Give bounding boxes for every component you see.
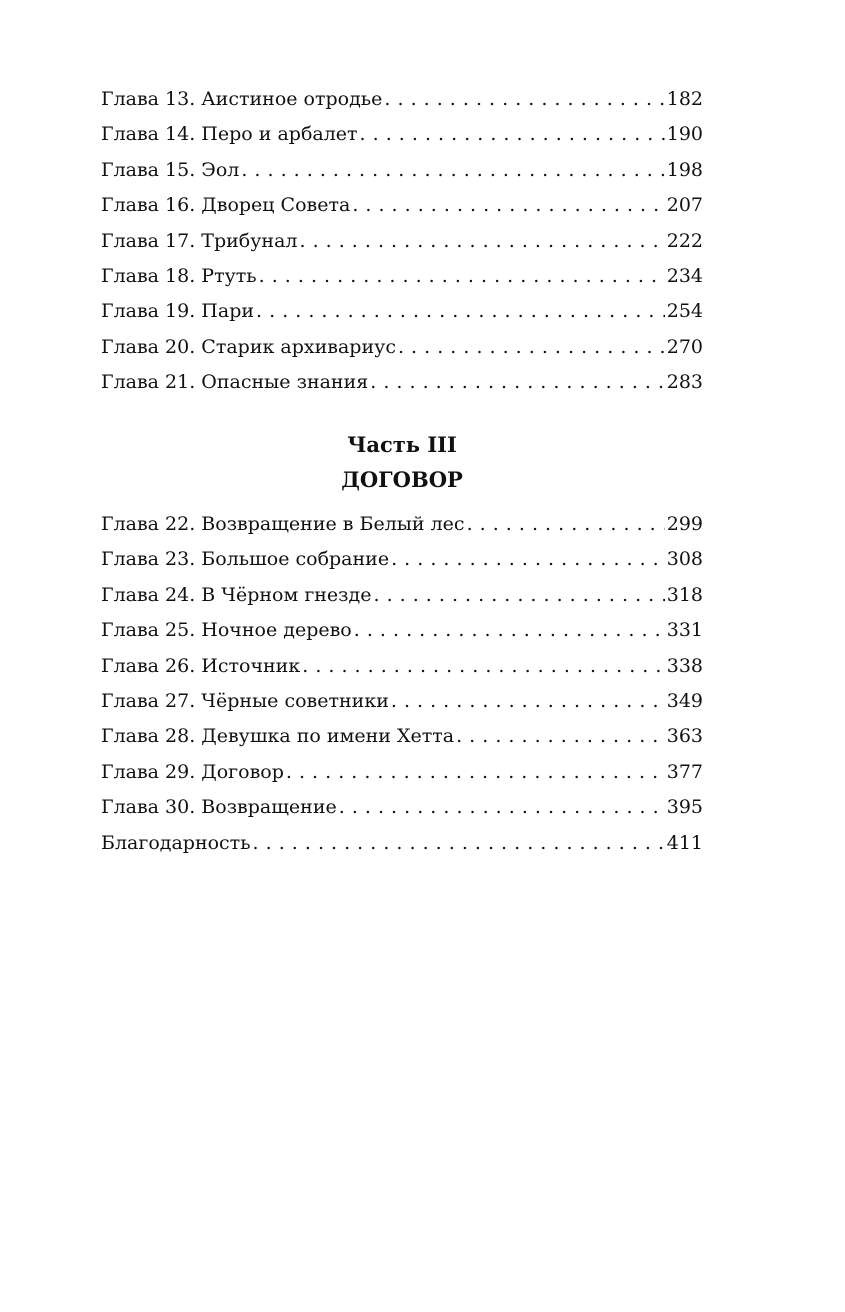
toc-entry-page: 182: [666, 88, 703, 110]
toc-entry: [101, 649, 703, 684]
toc-entry-page: 338: [666, 654, 703, 677]
dot-leader: [398, 330, 665, 365]
toc-entry-title: Глава 20. Старик архивариус: [101, 335, 396, 358]
toc-entry-title: Глава 16. Дворец Совета: [101, 194, 351, 217]
toc-entry-page: 234: [666, 264, 703, 287]
toc-entry-page: 331: [666, 619, 703, 642]
toc-entry: [101, 259, 703, 294]
dot-leader: [302, 649, 665, 684]
toc-entry: [101, 224, 703, 259]
toc-list-part-2: [101, 82, 703, 401]
toc-entry-page: 198: [666, 158, 703, 181]
toc-entry: [101, 826, 703, 861]
toc-entry-title: Глава 23. Большое собрание: [101, 548, 390, 571]
toc-entry-page: 283: [666, 371, 703, 394]
toc-entry-title: Глава 21. Опасные знания: [101, 371, 369, 394]
toc-entry: [101, 82, 703, 117]
dot-leader: [256, 294, 665, 329]
part-title-heading: ДОГОВОР: [341, 467, 463, 492]
toc-entry-title: Глава 15. Эол: [101, 158, 240, 181]
toc-entry-title: Глава 24. В Чёрном гнезде: [101, 583, 372, 606]
dot-leader: [370, 365, 664, 400]
toc-entry-title: Глава 29. Договор: [101, 760, 284, 783]
dot-leader: [241, 153, 664, 188]
toc-entry: [101, 542, 703, 577]
dot-leader: [373, 578, 664, 613]
dot-leader: [253, 826, 665, 861]
toc-entry-page: 207: [666, 194, 703, 217]
dot-leader: [360, 117, 665, 152]
toc-entry-page: 222: [666, 229, 703, 252]
toc-entry: [101, 365, 703, 400]
toc-entry-title: Глава 28. Девушка по имени Хетта: [101, 725, 455, 748]
toc-entry-page: 377: [666, 760, 703, 783]
toc-entry-page: 411: [666, 831, 703, 854]
toc-entry-title: Глава 26. Источник: [101, 654, 301, 677]
toc-entry-title: Глава 14. Перо и арбалет: [101, 123, 358, 146]
toc-entry-title: Глава 13. Аистиное отродье: [101, 88, 383, 110]
toc-entry: [101, 153, 703, 188]
dot-leader: [354, 613, 665, 648]
toc-entry: [101, 330, 703, 365]
toc-list-part-3: [101, 507, 703, 861]
toc-entry-page: 299: [666, 513, 703, 535]
dot-leader: [467, 507, 665, 542]
toc-entry-title: Глава 19. Пари: [101, 300, 255, 323]
toc-entry: [101, 507, 703, 542]
toc-entry-page: 270: [666, 335, 703, 358]
dot-leader: [299, 224, 664, 259]
dot-leader: [339, 790, 665, 825]
toc-entry: [101, 719, 703, 754]
toc-entry-page: 190: [666, 123, 703, 146]
toc-entry: [101, 790, 703, 825]
toc-entry-title: Глава 30. Возвращение: [101, 796, 337, 819]
toc-entry-title: Глава 25. Ночное дерево: [101, 619, 352, 642]
toc-entry-page: 363: [666, 725, 703, 748]
toc-entry-title: Благодарность: [101, 831, 251, 854]
toc-entry-title: Глава 22. Возвращение в Белый лес: [101, 513, 465, 535]
toc-entry-page: 254: [666, 300, 703, 323]
toc-entry: [101, 755, 703, 790]
dot-leader: [286, 755, 665, 790]
toc-entry: [101, 117, 703, 152]
toc-entry-title: Глава 17. Трибунал: [101, 229, 298, 252]
dot-leader: [259, 259, 665, 294]
toc-entry-page: 308: [666, 548, 703, 571]
toc-entry: [101, 578, 703, 613]
toc-entry-page: 395: [666, 796, 703, 819]
dot-leader: [456, 719, 665, 754]
toc-entry-title: Глава 18. Ртуть: [101, 264, 257, 287]
dot-leader: [384, 82, 664, 117]
toc-entry-page: 318: [666, 583, 703, 606]
dot-leader: [391, 542, 665, 577]
dot-leader: [352, 188, 664, 223]
toc-entry: [101, 613, 703, 648]
toc-entry: [101, 294, 703, 329]
dot-leader: [391, 684, 665, 719]
part-number-heading: Часть III: [347, 432, 457, 457]
toc-entry: [101, 188, 703, 223]
toc-entry: [101, 684, 703, 719]
toc-entry-title: Глава 27. Чёрные советники: [101, 689, 389, 712]
toc-entry-page: 349: [666, 689, 703, 712]
